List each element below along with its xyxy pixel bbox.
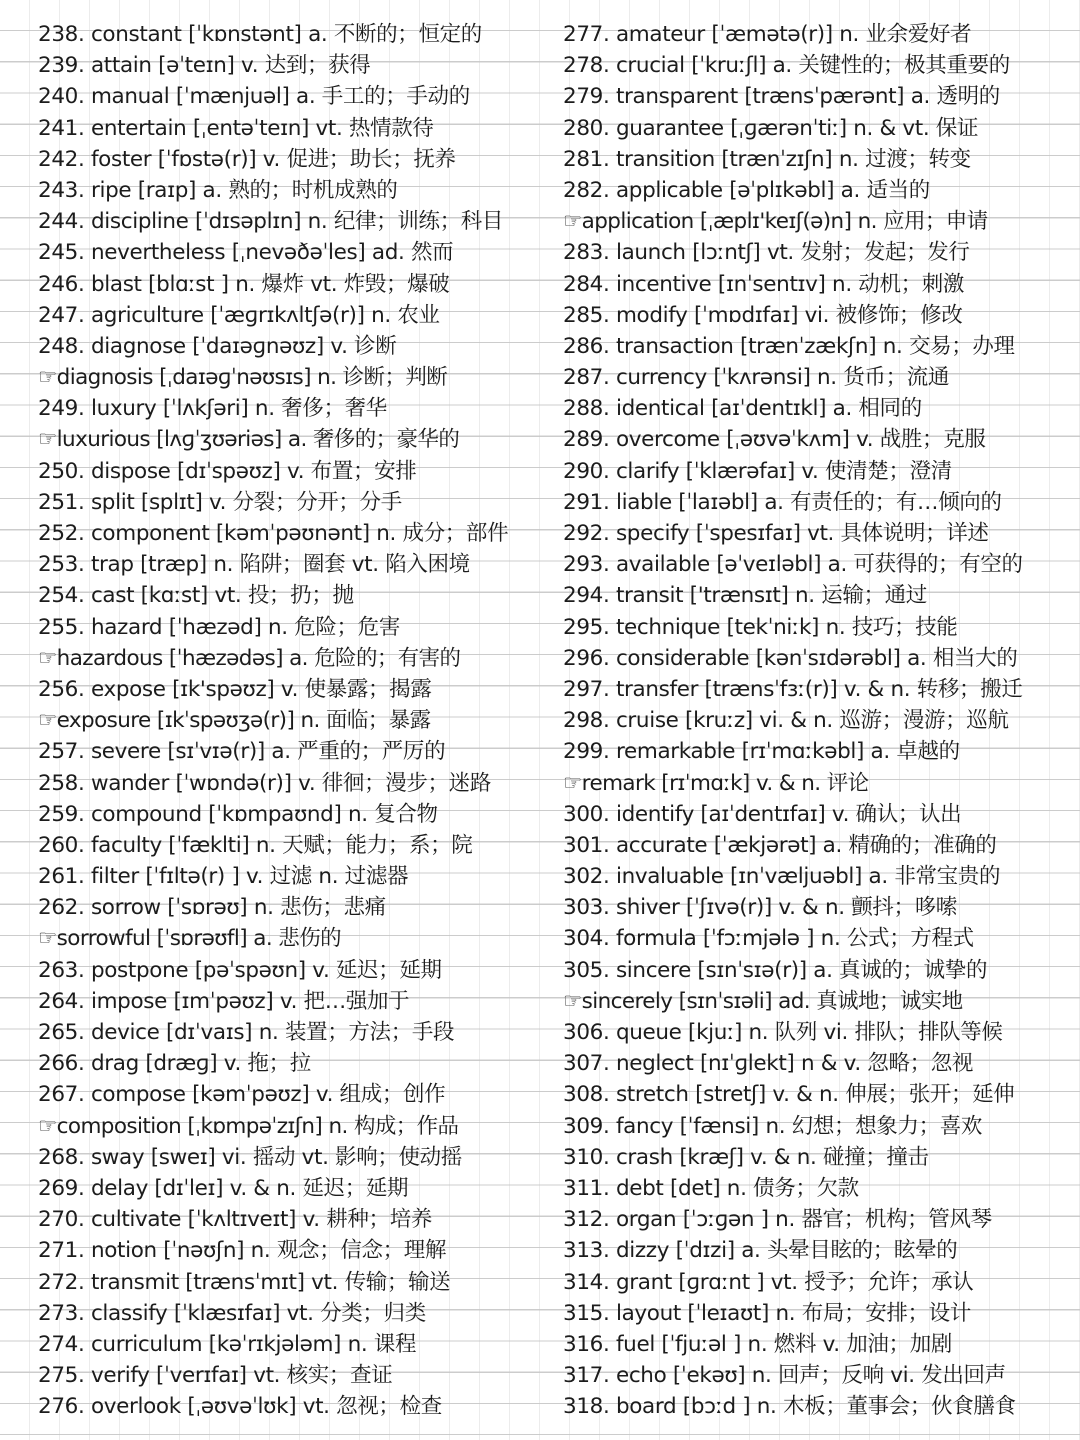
vocabulary-entry: 314. grant [ɡrɑːnt ] vt. 授予；允许；承认 (563, 1269, 974, 1295)
vocabulary-entry: 292. specify [ˈspesɪfaɪ] vt. 具体说明；详述 (563, 521, 989, 546)
vocabulary-entry: 266. drag [dræɡ] v. 拖；拉 (38, 1051, 311, 1077)
vocabulary-entry: 275. verify [ˈverɪfaɪ] vt. 核实；查证 (38, 1363, 393, 1389)
vocabulary-entry: 265. device [dɪˈvaɪs] n. 装置；方法；手段 (38, 1020, 455, 1045)
vocabulary-entry: 301. accurate [ˈækjərət] a. 精确的；准确的 (563, 832, 997, 858)
vocabulary-entry: 244. discipline [ˈdɪsəplɪn] n. 纪律；训练；科目 (38, 209, 504, 235)
vocabulary-entry: 263. postpone [pəˈspəʊn] v. 延迟；延期 (38, 957, 442, 983)
vocabulary-entry: 261. filter [ˈfɪltə(r) ] v. 过滤 n. 过滤器 (38, 864, 409, 890)
right-column (563, 19, 1075, 1422)
vocabulary-entry: 293. available [əˈveɪləbl] a. 可获得的；有空的 (563, 552, 1023, 578)
vocabulary-entry: 252. component [kəmˈpəʊnənt] n. 成分；部件 (38, 521, 509, 546)
vocabulary-entry: 264. impose [ɪmˈpəʊz] v. 把…强加于 (38, 988, 410, 1014)
vocabulary-entry: 283. launch [lɔːntʃ] vt. 发射；发起；发行 (563, 240, 970, 266)
vocabulary-entry: 304. formula [ˈfɔːmjələ ] n. 公式；方程式 (563, 926, 974, 952)
vocabulary-entry: 255. hazard [ˈhæzəd] n. 危险；危害 (38, 614, 400, 640)
vocabulary-entry: 279. transparent [trænsˈpærənt] a. 透明的 (563, 84, 1000, 110)
vocabulary-entry: 312. organ [ˈɔːɡən ] n. 器官；机构；管风琴 (563, 1207, 992, 1233)
vocabulary-entry: 300. identify [aɪˈdentɪfaɪ] v. 确认；认出 (563, 801, 962, 827)
vocabulary-entry: 288. identical [aɪˈdentɪkl] a. 相同的 (563, 396, 922, 422)
vocabulary-entry: 287. currency [ˈkʌrənsi] n. 货币；流通 (563, 365, 950, 391)
derived-word-entry: ☞application [ˌæplɪ'keɪʃ(ə)n] n. 应用；申请 (563, 209, 988, 235)
vocabulary-entry: 268. sway [sweɪ] vi. 摇动 vt. 影响；使动摇 (38, 1144, 462, 1170)
vocabulary-entry: 270. cultivate [ˈkʌltɪveɪt] v. 耕种；培养 (38, 1207, 433, 1233)
vocabulary-entry: 269. delay [dɪˈleɪ] v. & n. 延迟；延期 (38, 1175, 409, 1201)
vocabulary-entry: 253. trap [træp] n. 陷阱；圈套 vt. 陷入困境 (38, 552, 470, 578)
vocabulary-entry: 317. echo [ˈekəʊ] n. 回声；反响 vi. 发出回声 (563, 1363, 1006, 1389)
vocabulary-entry: 277. amateur [ˈæmətə(r)] n. 业余爱好者 (563, 22, 972, 47)
vocabulary-entry: 258. wander [ˈwɒndə(r)] v. 徘徊；漫步；迷路 (38, 770, 491, 796)
vocabulary-entry: 238. constant [ˈkɒnstənt] a. 不断的；恒定的 (38, 22, 482, 47)
vocabulary-entry: 262. sorrow [ˈsɒrəʊ] n. 悲伤；悲痛 (38, 895, 386, 921)
vocabulary-entry: 267. compose [kəmˈpəʊz] v. 组成；创作 (38, 1082, 446, 1108)
vocabulary-entry: 291. liable [ˈlaɪəbl] a. 有责任的；有…倾向的 (563, 489, 1002, 515)
vocabulary-entry: 250. dispose [dɪˈspəʊz] v. 布置；安排 (38, 458, 417, 484)
vocabulary-entry: 243. ripe [raɪp] a. 熟的；时机成熟的 (38, 177, 398, 203)
vocabulary-entry: 303. shiver [ˈʃɪvə(r)] v. & n. 颤抖；哆嗦 (563, 895, 957, 921)
vocabulary-entry: 294. transit ['trænsɪt] n. 运输；通过 (563, 583, 927, 609)
vocabulary-entry: 284. incentive [ɪnˈsentɪv] n. 动机；刺激 (563, 271, 965, 297)
vocabulary-entry: 313. dizzy [ˈdɪzi] a. 头晕目眩的；眩晕的 (563, 1238, 958, 1264)
derived-word-entry: ☞diagnosis [ˌdaɪəɡˈnəʊsɪs] n. 诊断；判断 (38, 365, 448, 391)
vocabulary-entry: 273. classify [ˈklæsɪfaɪ] vt. 分类；归类 (38, 1300, 426, 1326)
vocabulary-entry: 289. overcome [ˌəʊvəˈkʌm] v. 战胜；克服 (563, 427, 986, 453)
vocabulary-entry: 259. compound [ˈkɒmpaʊnd] n. 复合物 (38, 801, 438, 827)
vocabulary-entry: 290. clarify [ˈklærəfaɪ] v. 使清楚；澄清 (563, 458, 952, 484)
derived-word-entry: ☞sincerely [sɪnˈsɪəli] ad. 真诚地；诚实地 (563, 988, 963, 1014)
vocabulary-entry: 247. agriculture [ˈæɡrɪkʌltʃə(r)] n. 农业 (38, 302, 440, 328)
left-column (38, 19, 558, 1422)
vocabulary-entry: 285. modify [ˈmɒdɪfaɪ] vi. 被修饰；修改 (563, 302, 963, 328)
vocabulary-entry: 280. guarantee [ˌɡærənˈtiː] n. & vt. 保证 (563, 115, 979, 141)
vocabulary-entry: 299. remarkable [rɪˈmɑːkəbl] a. 卓越的 (563, 739, 960, 765)
vocabulary-entry: 249. luxury [ˈlʌkʃəri] n. 奢侈；奢华 (38, 396, 387, 422)
derived-word-entry: ☞hazardous [ˈhæzədəs] a. 危险的；有害的 (38, 645, 461, 671)
vocabulary-entry: 245. nevertheless [ˌnevəðəˈles] ad. 然而 (38, 240, 454, 266)
vocabulary-entry: 256. expose [ɪk'spəʊz] v. 使暴露；揭露 (38, 676, 432, 702)
vocabulary-entry: 297. transfer [trænsˈfɜː(r)] v. & n. 转移；搬迁 (563, 676, 1023, 702)
vocabulary-entry: 272. transmit [trænsˈmɪt] vt. 传输；输送 (38, 1269, 451, 1295)
vocabulary-entry: 295. technique [tekˈniːk] n. 技巧；技能 (563, 614, 958, 640)
vocabulary-entry: 281. transition [trænˈzɪʃn] n. 过渡；转变 (563, 146, 971, 172)
vocabulary-entry: 274. curriculum [kəˈrɪkjələm] n. 课程 (38, 1331, 417, 1357)
vocabulary-entry: 302. invaluable [ɪnˈvæljuəbl] a. 非常宝贵的 (563, 864, 1001, 890)
derived-word-entry: ☞luxurious [lʌɡˈʒʊəriəs] a. 奢侈的；豪华的 (38, 427, 460, 453)
vocabulary-entry: 305. sincere [sɪnˈsɪə(r)] a. 真诚的；诚挚的 (563, 957, 988, 983)
vocabulary-entry: 286. transaction [trænˈzækʃn] n. 交易；办理 (563, 333, 1015, 359)
vocabulary-entry: 241. entertain [ˌentəˈteɪn] vt. 热情款待 (38, 115, 434, 141)
vocabulary-entry: 316. fuel [ˈfjuːəl ] n. 燃料 v. 加油；加剧 (563, 1331, 953, 1357)
vocabulary-entry: 242. foster [ˈfɒstə(r)] v. 促进；助长；抚养 (38, 146, 456, 172)
vocabulary-entry: 308. stretch [stretʃ] v. & n. 伸展；张开；延伸 (563, 1082, 1015, 1108)
vocabulary-entry: 257. severe [sɪˈvɪə(r)] a. 严重的；严厉的 (38, 739, 446, 765)
vocabulary-entry: 246. blast [blɑːst ] n. 爆炸 vt. 炸毁；爆破 (38, 271, 450, 297)
vocabulary-entry: 251. split [splɪt] v. 分裂；分开；分手 (38, 489, 402, 515)
derived-word-entry: ☞remark [rɪˈmɑːk] v. & n. 评论 (563, 770, 869, 796)
derived-word-entry: ☞sorrowful [ˈsɒrəʊfl] a. 悲伤的 (38, 926, 342, 952)
vocabulary-entry: 298. cruise [kruːz] vi. & n. 巡游；漫游；巡航 (563, 708, 1009, 734)
vocabulary-entry: 309. fancy [ˈfænsi] n. 幻想；想象力；喜欢 (563, 1113, 983, 1139)
derived-word-entry: ☞exposure [ɪkˈspəʊʒə(r)] n. 面临；暴露 (38, 708, 431, 734)
vocabulary-entry: 254. cast [kɑːst] vt. 投；扔；抛 (38, 583, 354, 609)
vocabulary-entry: 276. overlook [ˌəʊvəˈlʊk] vt. 忽视；检查 (38, 1394, 442, 1420)
vocabulary-entry: 311. debt [det] n. 债务；欠款 (563, 1175, 859, 1201)
vocabulary-entry: 310. crash [kræʃ] v. & n. 碰撞；撞击 (563, 1144, 929, 1170)
vocabulary-entry: 307. neglect [nɪˈɡlekt] n & v. 忽略；忽视 (563, 1051, 974, 1077)
vocabulary-entry: 296. considerable [kənˈsɪdərəbl] a. 相当大的 (563, 645, 1018, 671)
vocabulary-entry: 260. faculty [ˈfæklti] n. 天赋；能力；系；院 (38, 832, 473, 858)
vocabulary-entry: 271. notion [ˈnəʊʃn] n. 观念；信念；理解 (38, 1238, 447, 1264)
vocabulary-entry: 315. layout [ˈleɪaʊt] n. 布局；安排；设计 (563, 1300, 971, 1326)
vocabulary-entry: 318. board [bɔːd ] n. 木板；董事会；伙食膳食 (563, 1394, 1016, 1420)
vocabulary-entry: 248. diagnose [ˈdaɪəɡnəʊz] v. 诊断 (38, 333, 397, 359)
derived-word-entry: ☞composition [ˌkɒmpəˈzɪʃn] n. 构成；作品 (38, 1113, 459, 1139)
vocabulary-entry: 240. manual [ˈmænjuəl] a. 手工的；手动的 (38, 84, 470, 110)
vocabulary-entry: 239. attain [əˈteɪn] v. 达到；获得 (38, 53, 371, 79)
vocabulary-entry: 282. applicable [əˈplɪkəbl] a. 适当的 (563, 177, 930, 203)
vocabulary-entry: 306. queue [kjuː] n. 队列 vi. 排队；排队等候 (563, 1020, 1003, 1045)
vocabulary-entry: 278. crucial [ˈkruːʃl] a. 关键性的；极其重要的 (563, 53, 1010, 79)
